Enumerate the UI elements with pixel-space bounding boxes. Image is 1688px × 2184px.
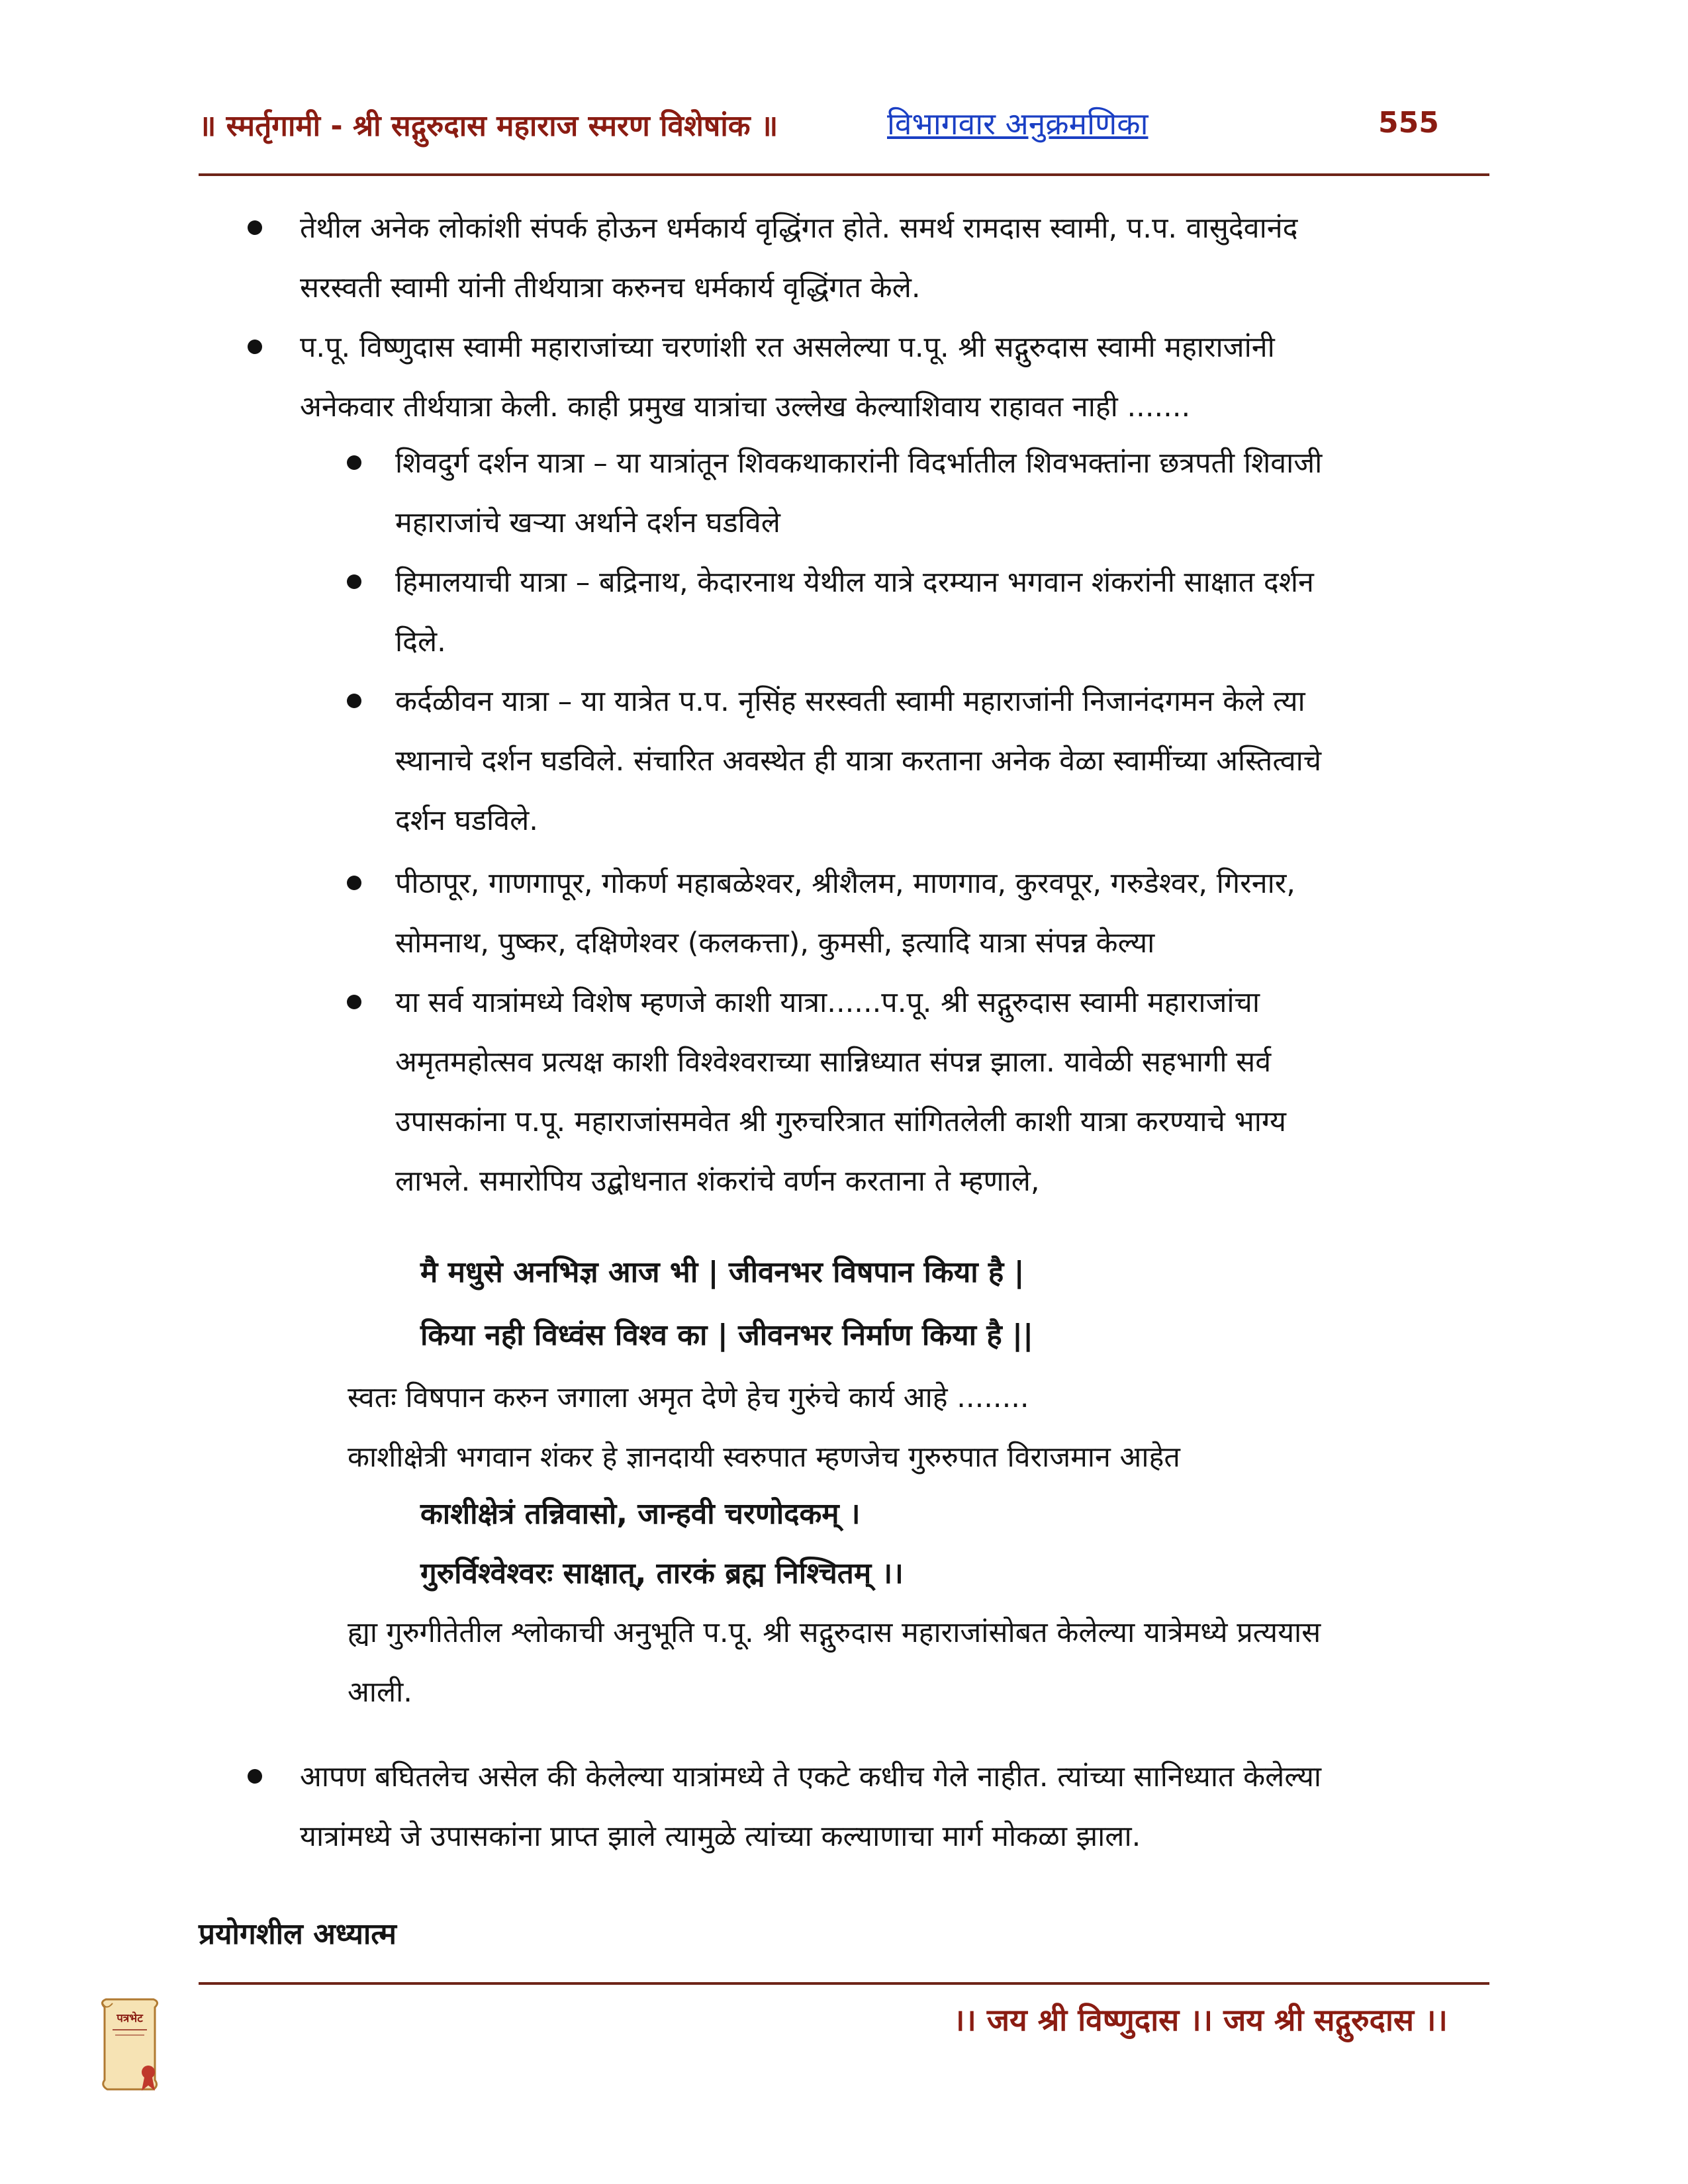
- bullet-icon: [347, 574, 361, 589]
- paragraph-line: दिले.: [395, 625, 446, 659]
- bullet-icon: [248, 220, 262, 235]
- sub-list-item: [348, 973, 1486, 1211]
- paragraph-line: स्थानाचे दर्शन घडविले. संचारित अवस्थेत ही यात्रा करताना अनेक वेळा स्वामींच्या अस्तित्वाचे: [395, 745, 1322, 778]
- paragraph-line: दर्शन घडविले.: [395, 804, 538, 837]
- footer-text: ।। जय श्री विष्णुदास ।। जय श्री सद्गुरुदास ।।: [953, 2002, 1448, 2038]
- paragraph-line: उपासकांना प.पू. महाराजांसमवेत श्री गुरुचरित्रात सांगितलेली काशी यात्रा करण्याचे भाग्य: [395, 1105, 1286, 1138]
- verse-line: किया नही विध्वंस विश्व का | जीवनभर निर्माण किया है ||: [420, 1318, 1034, 1352]
- paragraph-line: आपण बघितलेच असेल की केलेल्या यात्रांमध्ये ते एकटे कधीच गेले नाहीत. त्यांच्या सानिध्यात केलेल्या: [300, 1760, 1322, 1794]
- paragraph-line: महाराजांचे खऱ्या अर्थाने दर्शन घडविले: [395, 506, 780, 539]
- paragraph-line: लाभले. समारोपिय उद्बोधनात शंकरांचे वर्णन करताना ते म्हणाले,: [395, 1165, 1040, 1198]
- paragraph-line: सरस्वती स्वामी यांनी तीर्थयात्रा करुनच धर्मकार्य वृद्धिंगत केले.: [300, 271, 921, 304]
- list-item: [248, 318, 1486, 437]
- paragraph-line: कर्दळीवन यात्रा – या यात्रेत प.प. नृसिंह सरस्वती स्वामी महाराजांनी निजानंदगमन केले त्या: [395, 685, 1305, 718]
- paragraph-line: प.पू. विष्णुदास स्वामी महाराजांच्या चरणांशी रत असलेल्या प.पू. श्री सद्गुरुदास स्वामी महाराजांनी: [300, 331, 1275, 364]
- paragraph-line: अनेकवार तीर्थयात्रा केली. काही प्रमुख यात्रांचा उल्लेख केल्याशिवाय राहावत नाही .......: [300, 390, 1191, 424]
- bullet-icon: [347, 694, 361, 708]
- text-line: काशीक्षेत्री भगवान शंकर हे ज्ञानदायी स्वरुपात म्हणजेच गुरुरुपात विराजमान आहेत: [348, 1441, 1180, 1474]
- section-heading: प्रयोगशील अध्यात्म: [199, 1917, 397, 1951]
- logo-text: पत्रभेट: [117, 2012, 143, 2025]
- verse-line: गुरुर्विश्वेश्वरः साक्षात्, तारकं ब्रह्म निश्चितम् ।।: [420, 1557, 904, 1590]
- bullet-icon: [347, 995, 361, 1009]
- list-item: [248, 199, 1486, 318]
- bullet-icon: [248, 1769, 262, 1784]
- sub-list-item: [348, 553, 1486, 672]
- bullet-icon: [248, 340, 262, 354]
- page-number: 555: [1378, 106, 1439, 140]
- sub-list-item: [348, 672, 1486, 850]
- header-divider: [199, 173, 1489, 176]
- paragraph-line: या सर्व यात्रांमध्ये विशेष म्हणजे काशी यात्रा......प.पू. श्री सद्गुरुदास स्वामी महाराजांचा: [395, 986, 1260, 1019]
- paragraph-line: अमृतमहोत्सव प्रत्यक्ष काशी विश्वेश्वराच्या सान्निध्यात संपन्न झाला. यावेळी सहभागी सर्व: [395, 1046, 1272, 1079]
- verse-line: काशीक्षेत्रं तन्निवासो, जान्हवी चरणोदकम् ।: [420, 1497, 861, 1531]
- bullet-icon: [347, 455, 361, 470]
- paragraph-line: हिमालयाची यात्रा – बद्रिनाथ, केदारनाथ येथील यात्रे दरम्यान भगवान शंकरांनी साक्षात दर्शन: [395, 566, 1314, 599]
- text-line: स्वतः विषपान करुन जगाला अमृत देणे हेच गुरुंचे कार्य आहे ........: [348, 1381, 1029, 1414]
- list-item: [248, 1747, 1486, 1866]
- header-title: ॥ स्मर्तृगामी - श्री सद्गुरुदास महाराज स्मरण विशेषांक ॥: [199, 109, 778, 143]
- bullet-icon: [347, 876, 361, 890]
- text-line: ह्या गुरुगीतेतील श्लोकाची अनुभूति प.पू. श्री सद्गुरुदास महाराजांसोबत केलेल्या यात्रेमध्ये प्रत्ययास: [348, 1616, 1321, 1649]
- text-line: आली.: [348, 1676, 412, 1709]
- footer-divider: [199, 1982, 1489, 1985]
- sub-list-item: [348, 433, 1486, 553]
- paragraph-line: पीठापूर, गाणगापूर, गोकर्ण महाबळेश्वर, श्रीशैलम, माणगाव, कुरवपूर, गरुडेश्वर, गिरनार,: [395, 867, 1295, 900]
- verse-line: मै मधुसे अनभिज्ञ आज भी | जीवनभर विषपान किया है |: [420, 1255, 1025, 1289]
- paragraph-line: यात्रांमध्ये जे उपासकांना प्राप्त झाले त्यामुळे त्यांच्या कल्याणाचा मार्ग मोकळा झाला.: [300, 1820, 1141, 1853]
- paragraph-line: सोमनाथ, पुष्कर, दक्षिणेश्वर (कलकत्ता), कुमसी, इत्यादि यात्रा संपन्न केल्या: [395, 927, 1155, 960]
- paragraph-line: तेथील अनेक लोकांशी संपर्क होऊन धर्मकार्य वृद्धिंगत होते. समर्थ रामदास स्वामी, प.प. वासुदेवानंद: [300, 212, 1298, 245]
- index-link[interactable]: विभागवार अनुक्रमणिका: [887, 106, 1149, 142]
- scroll-logo-icon: [93, 1995, 165, 2095]
- sub-list-item: [348, 854, 1486, 973]
- paragraph-line: शिवदुर्ग दर्शन यात्रा – या यात्रांतून शिवकथाकारांनी विदर्भातील शिवभक्तांना छत्रपती शिवाजी: [395, 447, 1323, 480]
